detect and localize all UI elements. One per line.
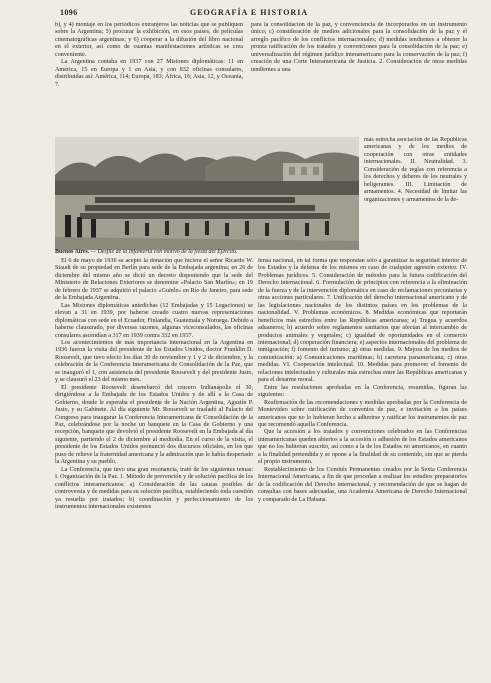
paragraph: Entre las resoluciones aprobadas en la Conferencia, resumidas, figuran las siguientes: bbox=[258, 384, 467, 399]
running-header bbox=[60, 8, 460, 20]
paragraph: Que la accesión a los tratados y convenciones celebrados en las Conferencias interamericanas queden abiertos a la accesión o adhesión de los Estados americanos que no los hubieran suscrito, así como a la de los Estados no americanos, en cuanto a la finalidad pretendida y se opone a la finalidad de su contenido, sin que se pierda el propio instrumento. bbox=[258, 429, 467, 466]
paragraph: más estrecha asociación de las Repúblicas americanas y de los medios de cooperación con otras entidades internacionales. II. Neutralidad. 3. Consideración de reglas con referencia a los derechos y deberes de los neutrales y beligerantes. III. Limitación de armamentos. 4. Necesidad de limitar las organizaciones y armamentos de la de- bbox=[364, 137, 467, 203]
photo-caption bbox=[55, 249, 365, 258]
right-column-float bbox=[364, 137, 467, 258]
paragraph: Los acontecimientos de más importancia internacional en la Argentina en 1936 fueron la visita del presidente de los Estados Unidos, doctor Franklin D. Roosevelt, que tuvo efecto los días 30 de noviembre y 1 y 2 de diciembre, y la celebración de la Conferencia Interamericana de Consolidación de la Paz, que se inauguró el 1, con asistencia del presidente Roosevelt y del presidente Justo, y se clausuró el 23 del mismo mes. bbox=[55, 339, 253, 384]
right-column-top bbox=[251, 22, 467, 138]
right-column-bottom bbox=[258, 258, 467, 668]
paragraph: La Argentina contaba en 1937 con 27 Misiones diplomáticas: 11 en América, 15 en Europa y 1 en Asia, y con 832 oficinas consulares, distribuidas así: América, 114; Europa, 183; África, 16; Asia, 12, y Oceanía, 7. bbox=[55, 59, 243, 88]
parade-photo bbox=[55, 137, 359, 250]
paragraph: fensa nacional, en tal forma que respondan sólo a garantizar la seguridad interior de los Estados y la defensa de los mismos en caso de cualquier agresión exterior. IV. Problemas jurídicos. 5. Consideración de métodos para la futura codificación del Derecho internacional. 6. Formulación de principios con referencia a la eliminación de la fuerza y de la intervención diplomática en caso de reclamaciones pecuniarias y otras acciones particulares. 7. Unificación del derecho internacional americano y de las legislaciones nacionales de los distintos países en los problemas de la nacionalidad. V. Problemas económicos. 8. Medidas económicas que reportarán beneficios más estrechos entre las Repúblicas americanas; a) Tregua y acuerdos aduaneros; b) acuerdo sobre reglamentos sanitarios que afectan al intercambio de productos animales y vegetales; c) igualdad de oportunidades en el comercio internacional; d) cooperación financiera; e) aspectos internacionales del problema de inmigración; f) fomento del turismo; g) otras medidas. 9. Mejora de los medios de comunicación: a) Comunicaciones marítimas; b) carretera panamericana; c) otras medidas. VI. Cooperación intelectual. 10. Medidas para promover el fomento de relaciones intelectuales y culturales más estrechas entre las Repúblicas americanas y para el desarme moral. bbox=[258, 258, 467, 384]
paragraph: La Conferencia, que tuvo una gran resonancia, trató de los siguientes temas: I. Organización de la Paz. 1. Método de prevención y de solución pacífica de los conflictos interamericanos: a) Consideración de las causas posibles de controversia y de medidas para su solución pacífica, estableciendo toda cuestión ya resuelta por tratados; b) coordinación y perfeccionamiento de los instrumentos internacionales existentes bbox=[55, 466, 253, 510]
caption-text: — Desfile de la Infantería con motivo de la fiesta del Ejército. bbox=[90, 249, 238, 255]
paragraph: b), y 4) montaje en los periódicos extranjeros las noticias que se publiquen sobre la Argentina; 5) procurar la exhibición, en esos países, de películas cinematográficas argentinas; y 6) cooperar a la difusión del libro nacional en el exterior, así como de cuantas manifestaciones artísticas se crea conveniente. bbox=[55, 22, 243, 58]
paragraph: El 6 de mayo de 1936 se aceptó la donación que hiciera el señor Ricardo W. Staudt de su propiedad en Berlín para sede de la Embajada argentina; en 26 de diciembre del mismo año se dictó un decreto disponiendo que la sede del Ministerio de Relaciones Exteriores se denomine «Palacio San Martín»; en 19 de febrero de 1937 se adquirió el palacio «Guinle» en Río de Janeiro, para sede de la Embajada Argentina. bbox=[55, 258, 253, 302]
running-title: GEOGRAFÍA E HISTORIA bbox=[190, 8, 309, 17]
paragraph: para la consolidación de la paz, y convenciencia de incorporarlos en un instrumento único; c) consideración de medios adicionales para la consolidación de la paz y el arreglo pacífico de los conflictos internacionales; d) medidas tendientes a obtener la pronta ratificación de los tratados y convenciones para la consolidación de la paz; e) universalización del régimen jurídico interamericano para la conservación de la paz; f) creación de una Corte Interamericana de Justicia. 2. Consideración de otras medidas tendientes a una bbox=[251, 22, 467, 73]
caption-place: Buenos Aires. bbox=[55, 249, 90, 255]
paragraph: Restablecimiento de los Comités Permanentes creados por la Sexta Conferencia Internacional Americana, a fin de que procedan a realizar los estudios preparatorios de la codificación del Derecho internacional, y recomendación de que se hagan de consultas con bases adecuadas, una Academia Americana de Derecho Internacional y comparado de La Habana. bbox=[258, 466, 467, 503]
page-number: 1096 bbox=[60, 8, 78, 17]
left-column-top bbox=[55, 22, 243, 146]
paragraph: El presidente Roosevelt desembarcó del crucero Indianápolis el 30, dirigiéndose a la Embajada de los Estados Unidos y de allí a la Casa de Gobierno, donde le esperaba el presidente de la Nación Argentina, Agustín P. Justo, y su Gabinete. Al día siguiente Mr. Roosevelt se trasladó al Palacio del Congreso para inaugurar la Conferencia Interamericana de Consolidación de la Paz, celebrándose por la noche un banquete en la Casa de Gobierno y una recepción, banquete que devolvió el presidente Roosevelt en la Embajada al día siguiente, partiendo el 2 de diciembre al mediodía. En el curso de la visita, el presidente de los Estados Unidos pronunció dos discursos oficiales, en los que puso de relieve la fraternidad americana y la admiración que le había despertado la Argentina y su pueblo. bbox=[55, 384, 253, 466]
parade-illustration bbox=[55, 137, 359, 250]
paragraph: Reafirmación de las recomendaciones y medidas aprobadas por la Conferencia de Montevideo sobre ratificación de convenios de paz, e invitación a los países americanos que no lo hubieran hecho a adherirse y ratificar los instrumentos de paz que recomendó aquella Conferencia. bbox=[258, 399, 467, 428]
paragraph: Las Misiones diplomáticas antedichas (12 Embajadas y 15 Legaciones) se elevan a 31 en 1939, por haberse creado cuatro nuevas representaciones diplomáticas con sede en el Ecuador, Finlandia, Guatemala y Noruega. Debido a haberse clausurado, por diversas razones, algunas viceconsulados, las oficinas consulares ascendían a 317 en 1939 contra 332 en 1937. bbox=[55, 302, 253, 339]
left-column-bottom bbox=[55, 258, 253, 668]
